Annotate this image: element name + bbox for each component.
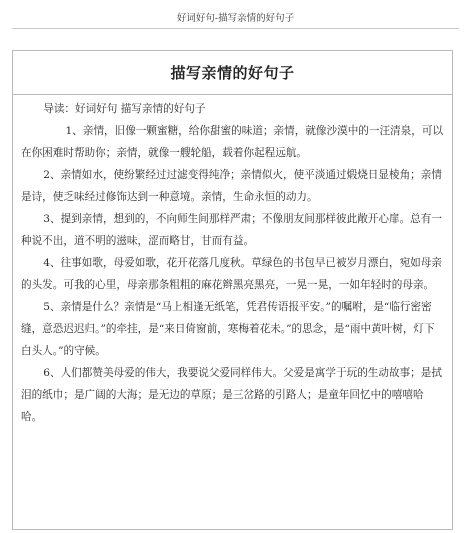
paragraph-3: 3、提到亲情，想到的，不向师生间那样严肃；不像朋友间那样彼此敞开心扉。总有一种说不出，道不明的滋味，涩而略甘，甘而有益。 [21,213,442,247]
paragraph-5: 5、亲情是什么？亲情是“马上相逢无纸笔，凭君传语报平安。”的嘱咐，是“临行密密缝，意恐迟迟归。”的牵挂，是“来日倚窗前，寒梅着花未。”的思念，是“雨中黄叶树，灯下白头人。”的守候。 [21,301,435,357]
paragraph-6: 6、人们都赞美母爱的伟大，我要说父爱同样伟大。父爱是寓学于玩的生动故事；是拭泪的纸巾；是广阔的大海；是无边的草原；是三岔路的引路人；是童年回忆中的嘻嘻哈哈。 [21,367,442,423]
document-body [21,95,444,529]
intro-line: 导读：好词好句 描写亲情的好句子 [43,103,206,115]
header-divider [12,28,459,29]
paragraph-1: 1、亲情，旧像一颗蜜糖，给你甜蜜的味道；亲情，就像沙漠中的一汪清泉，可以在你困难时帮助你；亲情，就像一艘轮船，载着你起程远航。 [21,125,444,159]
paragraph-4: 4、往事如歌，母爱如歌，花开花落几度秋。草绿色的书包早已被岁月漂白，宛如母亲的头发。可我的心里，母亲那条粗粗的麻花辫黑亮黑亮，一晃一晃，一如年轻时的母亲。 [21,257,442,291]
page-header: 好词好句-描写亲情的好句子 [176,13,295,24]
paragraph-2: 2、亲情如水，使纷繁经过过滤变得纯净；亲情似火，使平淡通过煅烧日显棱角；亲情是诗，使乏味经过修饰达到一种意境。亲情，生命永恒的动力。 [21,169,442,203]
document-title: 描写亲情的好句子 [170,64,295,82]
title-row [13,51,452,95]
document-frame [12,50,453,530]
